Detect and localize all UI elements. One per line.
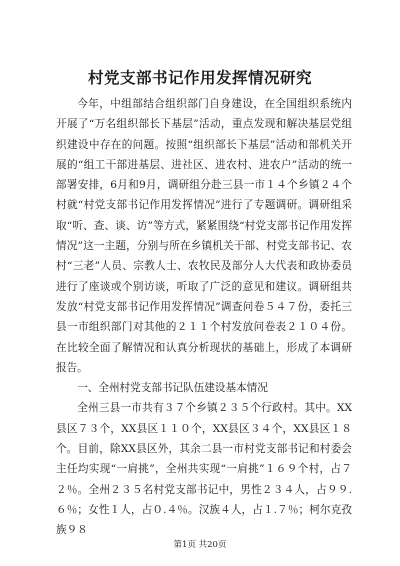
page-footer: 第1页 共20页 [173, 540, 227, 550]
document-body [56, 94, 352, 541]
section-heading: 一、全州村党支部书记队伍建设基本情况 [77, 382, 268, 395]
section-paragraph: 全州三县一市共有３７个乡镇２３５个行政村。其中。XX县区７３个，XX县区１１０个，XX县区３４个，XX县区１８个。目前，除XX县区外，其余二县一市村党支部书记和村委会主任均实现“一肩挑”，全州共实现“一肩挑”１６９个村，占７２％。全州２３５名村党支部书记中，男性２３４人，占９９.６％；女性１人，占０.４％。汉族４人，占１.７％；柯尔克孜族９８ [56, 402, 352, 537]
intro-paragraph: 今年，中组部结合组织部门自身建设，在全国组织系统内开展了“万名组织部长下基层”活动，重点发现和解决基层党组织建设中存在的问题。按照“组织部长下基层”活动和部机关开展的“组工干部进基层、进社区、进农村、进农户”活动的统一部署安排，6月和9月，调研组分赴三县一市１４个乡镇２４个村就“村党支部书记作用发挥情况”进行了专题调研。调研组采取“听、查、谈、访”等方式，紧紧围绕“村党支部书记作用发挥情况”这一主题，分别与所在乡镇机关干部、村党支部书记、农村“三老”人员、宗教人士、农牧民及部分人大代表和政协委员进行了座谈或个别访谈，听取了广泛的意见和建议。调研组共发放“村党支部书记作用发挥情况”调查问卷５４７份，委托三县一市组织部门对其他的２１１个村发放问卷表２１０４份。在比较全面了解情况和认真分析现状的基础上，形成了本调研报告。 [56, 98, 352, 374]
document-title: 村党支部书记作用发挥情况研究 [87, 68, 312, 87]
